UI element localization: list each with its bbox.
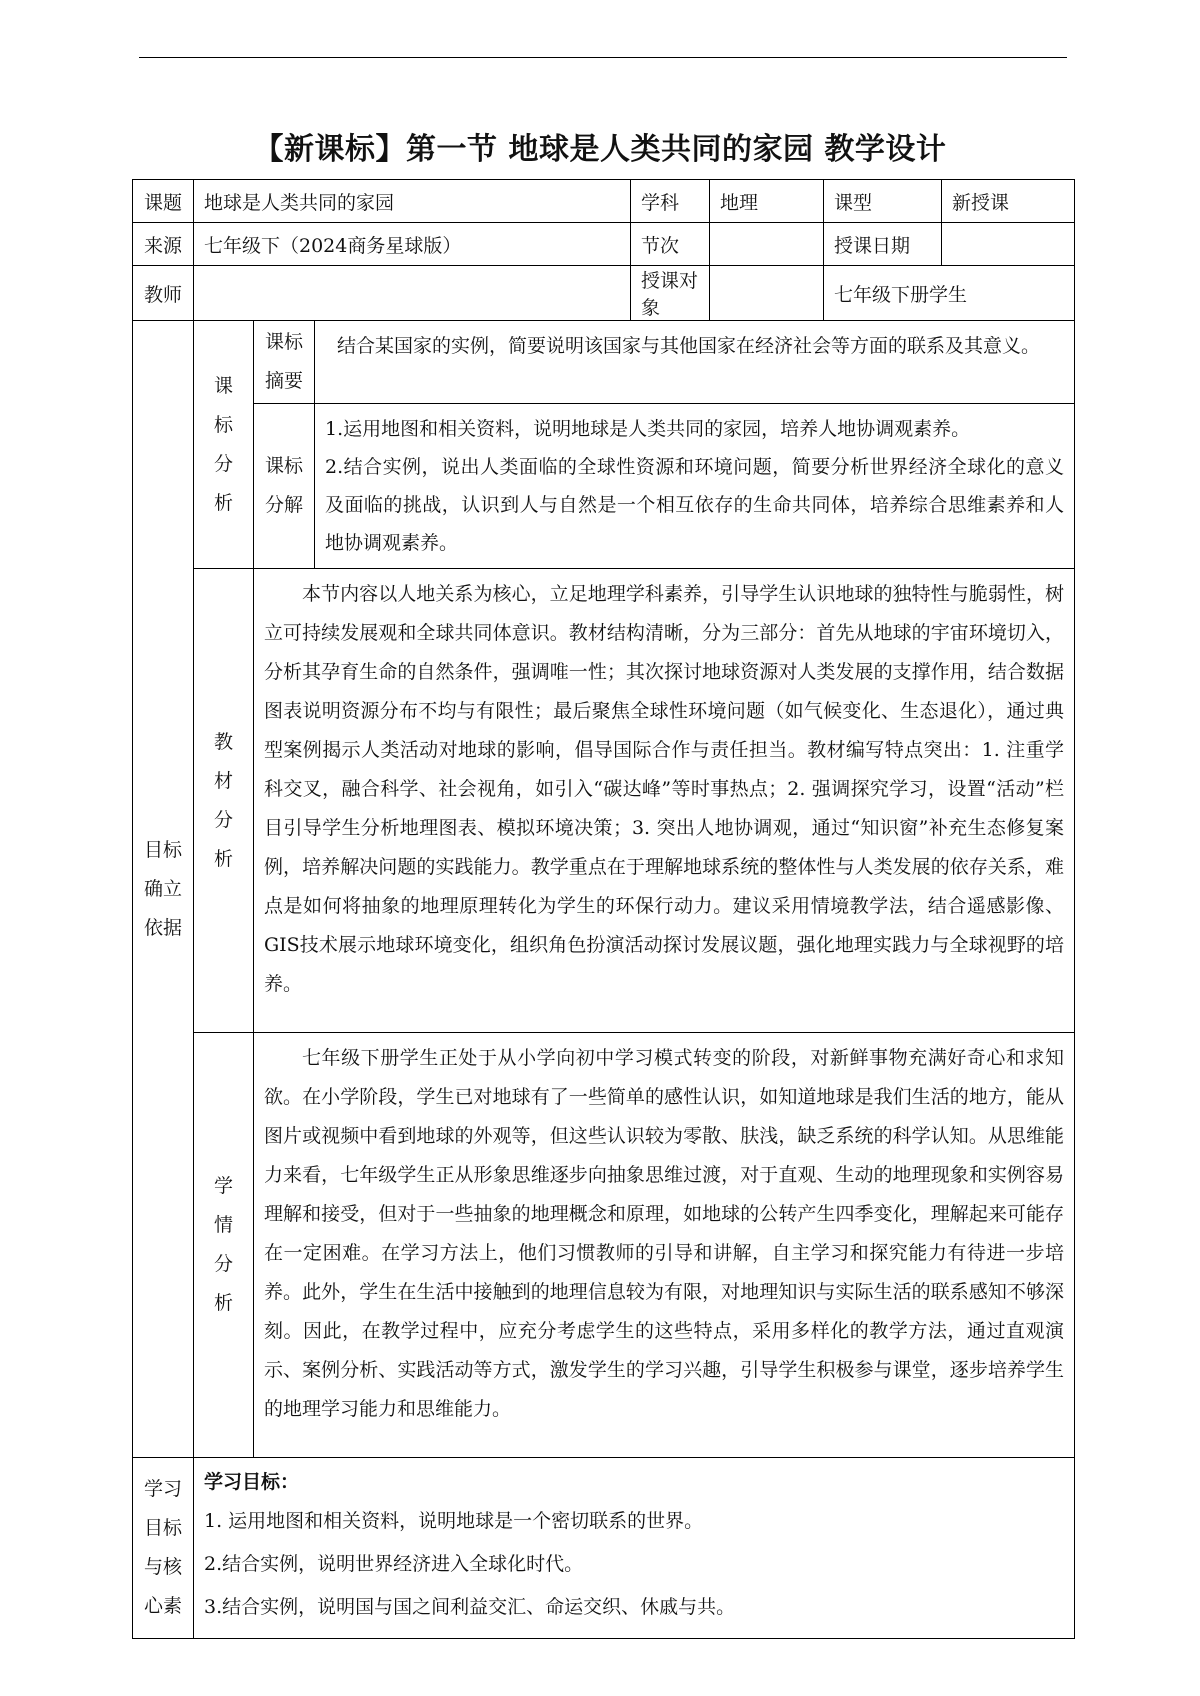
period-value: [710, 223, 824, 266]
row-source: [133, 223, 1075, 266]
goals-label: 学习目标与核心素: [133, 1458, 194, 1639]
row-textbook: [133, 569, 1075, 1033]
decomp-list: [315, 404, 1075, 569]
row-curriculum-summary: [133, 321, 1075, 404]
learner-label: 学情分析: [194, 1033, 254, 1458]
type-label: 课型: [824, 180, 942, 223]
page-title: 【新课标】第一节 地球是人类共同的家园 教学设计: [253, 132, 947, 167]
audience-label: 授课对象: [631, 266, 710, 321]
textbook-label: 教材分析: [194, 569, 254, 1033]
audience-spacer: [710, 266, 824, 321]
source-label: 来源: [133, 223, 194, 266]
row-learner: [133, 1033, 1075, 1458]
row-teacher: [133, 266, 1075, 321]
decomp-item: 2.结合实例，说出人类面临的全球性资源和环境问题，简要分析世界经济全球化的意义及面临的挑战，认识到人与自然是一个相互依存的生命共同体，培养综合思维素养和人地协调观素养。: [325, 456, 1065, 554]
topic-label: 课题: [133, 180, 194, 223]
goals-content: [194, 1458, 1075, 1639]
header-rule: [139, 57, 1067, 58]
teacher-label: 教师: [133, 266, 194, 321]
summary-text: 结合某国家的实例，简要说明该国家与其他国家在经济社会等方面的联系及其意义。: [315, 321, 1075, 404]
type-value: 新授课: [942, 180, 1075, 223]
source-value: 七年级下（2024商务星球版）: [194, 223, 631, 266]
date-label: 授课日期: [824, 223, 942, 266]
learner-text: 七年级下册学生正处于从小学向初中学习模式转变的阶段，对新鲜事物充满好奇心和求知欲。在小学阶段，学生已对地球有了一些简单的感性认识，如知道地球是我们生活的地方，能从图片或视频中看到地球的外观等，但这些认识较为零散、肤浅，缺乏系统的科学认知。从思维能力来看，七年级学生正从形象思维逐步向抽象思维过渡，对于直观、生动的地理现象和实例容易理解和接受，但对于一些抽象的地理概念和原理，如地球的公转产生四季变化，理解起来可能存在一定困难。在学习方法上，他们习惯教师的引导和讲解，自主学习和探究能力有待进一步培养。此外，学生在生活中接触到的地理信息较为有限，对地理知识与实际生活的联系感知不够深刻。因此，在教学过程中，应充分考虑学生的这些特点，采用多样化的教学方法，通过直观演示、案例分析、实践活动等方式，激发学生的学习兴趣，引导学生积极参与课堂，逐步培养学生的地理学习能力和思维能力。: [254, 1033, 1075, 1458]
textbook-text: 本节内容以人地关系为核心，立足地理学科素养，引导学生认识地球的独特性与脆弱性，树立可持续发展观和全球共同体意识。教材结构清晰，分为三部分：首先从地球的宇宙环境切入，分析其孕育生命的自然条件，强调唯一性；其次探讨地球资源对人类发展的支撑作用，结合数据图表说明资源分布不均与有限性；最后聚焦全球性环境问题（如气候变化、生态退化），通过典型案例揭示人类活动对地球的影响，倡导国际合作与责任担当。教材编写特点突出：1. 注重学科交叉，融合科学、社会视角，如引入“碳达峰”等时事热点；2. 强调探究学习，设置“活动”栏目引导学生分析地理图表、模拟环境决策；3. 突出人地协调观，通过“知识窗”补充生态修复案例，培养解决问题的实践能力。教学重点在于理解地球系统的整体性与人类发展的依存关系，难点是如何将抽象的地理原理转化为学生的环保行动力。建议采用情境教学法，结合遥感影像、GIS技术展示地球环境变化，组织角色扮演活动探讨发展议题，强化地理实践力与全球视野的培养。: [254, 569, 1075, 1033]
date-value: [942, 223, 1075, 266]
teacher-value: [194, 266, 631, 321]
row-goals: [133, 1458, 1075, 1639]
goal-item: 2.结合实例，说明世界经济进入全球化时代。: [204, 1553, 584, 1575]
subject-label: 学科: [631, 180, 710, 223]
basis-label: 目标确立依据: [133, 321, 194, 1458]
row-curriculum-decomp: [133, 404, 1075, 569]
audience-value: 七年级下册学生: [824, 266, 1075, 321]
decomp-item: 1.运用地图和相关资料，说明地球是人类共同的家园，培养人地协调观素养。: [325, 418, 971, 440]
period-label: 节次: [631, 223, 710, 266]
curriculum-label: 课标分析: [194, 321, 254, 569]
summary-label: 课标摘要: [254, 321, 315, 404]
decomp-label: 课标分解: [254, 404, 315, 569]
subject-value: 地理: [710, 180, 824, 223]
goal-item: 3.结合实例，说明国与国之间利益交汇、命运交织、休戚与共。: [204, 1596, 736, 1618]
goals-heading: 学习目标：: [204, 1471, 300, 1493]
topic-value: 地球是人类共同的家园: [194, 180, 631, 223]
goal-item: 1. 运用地图和相关资料，说明地球是一个密切联系的世界。: [204, 1510, 704, 1532]
row-topic: [133, 180, 1075, 223]
lesson-plan-table: [132, 179, 1075, 1639]
